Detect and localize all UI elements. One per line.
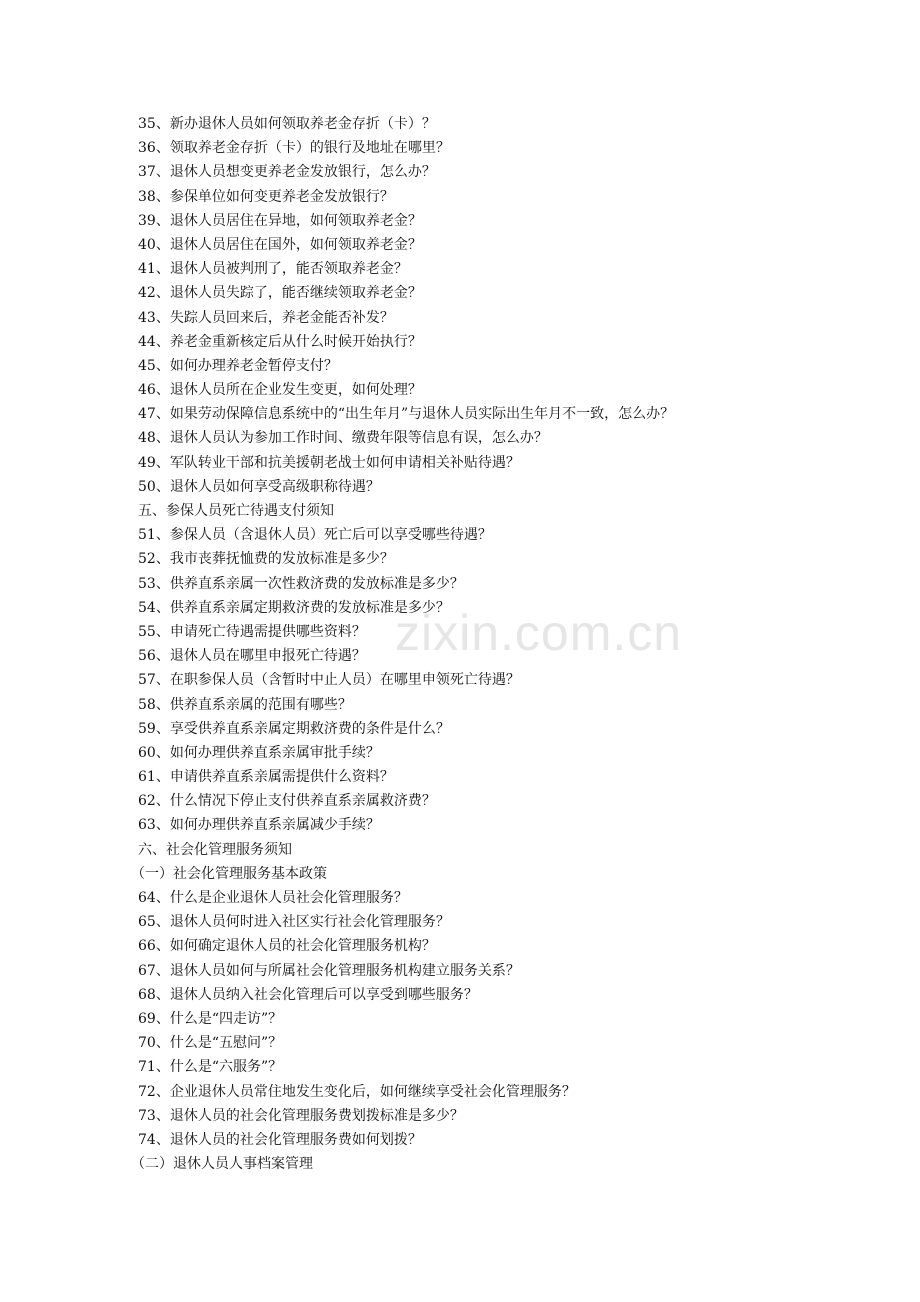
question-item: 56、退休人员在哪里申报死亡待遇？ <box>138 648 366 665</box>
question-item: 45、如何办理养老金暂停支付？ <box>138 357 338 374</box>
question-item: 49、军队转业干部和抗美援朝老战士如何申请相关补贴待遇？ <box>138 454 520 471</box>
question-item: 48、退休人员认为参加工作时间、缴费年限等信息有误，怎么办？ <box>138 430 548 447</box>
question-item: 65、退休人员何时进入社区实行社会化管理服务？ <box>138 914 450 931</box>
question-item: 63、如何办理供养直系亲属减少手续？ <box>138 817 380 834</box>
question-item: 51、参保人员（含退休人员）死亡后可以享受哪些待遇？ <box>138 527 492 544</box>
question-item: 43、失踪人员回来后，养老金能否补发？ <box>138 309 394 326</box>
question-list <box>131 112 838 1176</box>
question-item: 40、退休人员居住在国外，如何领取养老金？ <box>138 236 422 253</box>
question-item: 44、养老金重新核定后从什么时候开始执行？ <box>138 333 422 350</box>
question-item: 39、退休人员居住在异地，如何领取养老金？ <box>138 212 422 229</box>
question-item: 59、享受供养直系亲属定期救济费的条件是什么？ <box>138 720 450 737</box>
section-heading: 六、社会化管理服务须知 <box>138 841 292 858</box>
watermark: zixin.com.cn <box>395 605 683 661</box>
question-item: 66、如何确定退休人员的社会化管理服务机构？ <box>138 938 436 955</box>
question-item: 46、退休人员所在企业发生变更，如何处理？ <box>138 382 422 399</box>
question-item: 37、退休人员想变更养老金发放银行，怎么办？ <box>138 164 436 181</box>
question-item: 73、退休人员的社会化管理服务费划拨标准是多少？ <box>138 1107 464 1124</box>
question-item: 42、退休人员失踪了，能否继续领取养老金？ <box>138 285 422 302</box>
question-item: 47、如果劳动保障信息系统中的“出生年月”与退休人员实际出生年月不一致，怎么办？ <box>138 406 675 423</box>
question-item: 58、供养直系亲属的范围有哪些？ <box>138 696 352 713</box>
question-item: 55、申请死亡待遇需提供哪些资料？ <box>138 623 366 640</box>
question-item: 52、我市丧葬抚恤费的发放标准是多少？ <box>138 551 394 568</box>
question-item: 71、什么是“六服务”？ <box>138 1059 283 1076</box>
question-item: 64、什么是企业退休人员社会化管理服务？ <box>138 890 408 906</box>
question-item: 54、供养直系亲属定期救济费的发放标准是多少？ <box>138 599 450 616</box>
question-item: 35、新办退休人员如何领取养老金存折（卡）？ <box>138 116 436 132</box>
question-item: 62、什么情况下停止支付供养直系亲属救济费？ <box>138 793 436 810</box>
question-item: 41、退休人员被判刑了，能否领取养老金？ <box>138 261 408 278</box>
question-item: 74、退休人员的社会化管理服务费如何划拨？ <box>138 1131 422 1148</box>
section-heading: 五、参保人员死亡待遇支付须知 <box>138 503 334 519</box>
subsection-heading: （二）退休人员人事档案管理 <box>131 1156 313 1173</box>
question-item: 36、领取养老金存折（卡）的银行及地址在哪里？ <box>138 140 450 157</box>
question-item: 60、如何办理供养直系亲属审批手续？ <box>138 744 380 761</box>
question-item: 61、申请供养直系亲属需提供什么资料？ <box>138 769 394 786</box>
subsection-heading: （一）社会化管理服务基本政策 <box>131 865 327 882</box>
question-item: 38、参保单位如何变更养老金发放银行？ <box>138 188 394 205</box>
question-item: 67、退休人员如何与所属社会化管理服务机构建立服务关系？ <box>138 962 520 979</box>
question-item: 50、退休人员如何享受高级职称待遇？ <box>138 478 380 495</box>
question-item: 72、企业退休人员常住地发生变化后，如何继续享受社会化管理服务？ <box>138 1083 576 1100</box>
question-item: 53、供养直系亲属一次性救济费的发放标准是多少？ <box>138 575 464 592</box>
question-item: 69、什么是“四走访”？ <box>138 1010 283 1027</box>
question-item: 70、什么是“五慰问”？ <box>138 1035 283 1052</box>
question-item: 57、在职参保人员（含暂时中止人员）在哪里申领死亡待遇？ <box>138 672 520 689</box>
question-item: 68、退休人员纳入社会化管理后可以享受到哪些服务？ <box>138 986 478 1003</box>
